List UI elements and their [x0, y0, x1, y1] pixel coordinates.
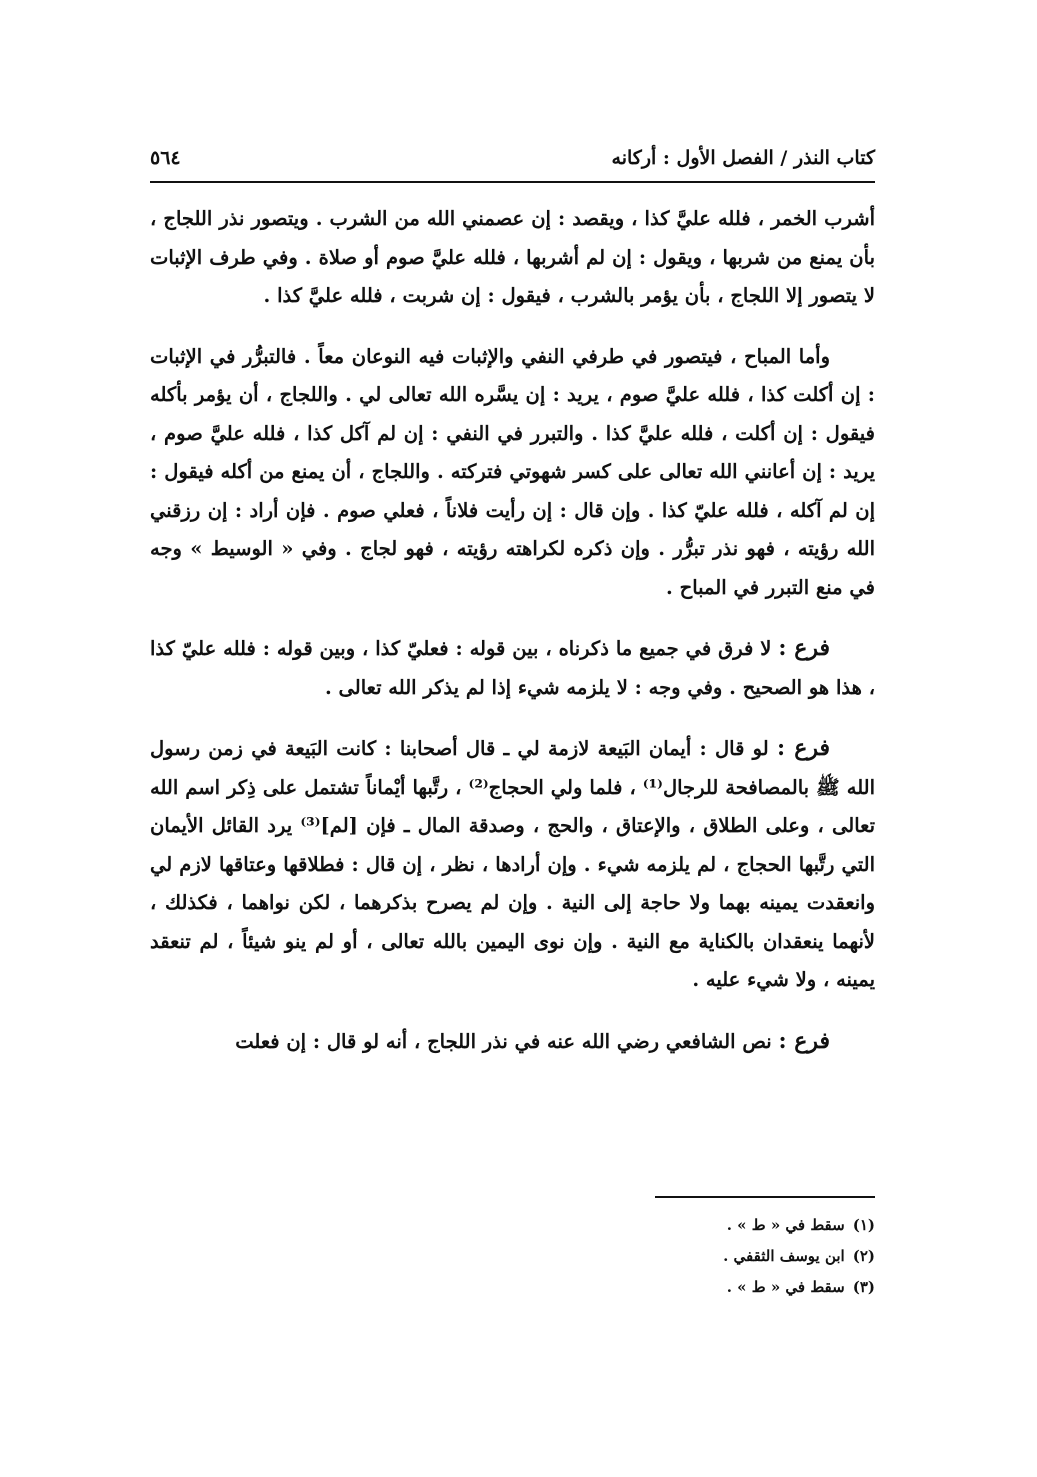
- branch-paragraph: [150, 629, 875, 707]
- paragraph-text: لا فرق في جميع ما ذكرناه ، بين قوله : فعليّ كذا ، وبين قوله : فلله عليّ كذا ، هذا هو الصحيح . وفي وجه : لا يلزمه شيء إذا لم يذكر الله تعالى .: [150, 637, 875, 699]
- paragraph-text: وأما المباح ، فيتصور في طرفي النفي والإثبات فيه النوعان معاً . فالتبرُّر في الإثبات : إن أكلت كذا ، فلله عليَّ صوم ، يريد : إن يسَّره الله تعالى لي . واللجاج ، أن يؤمر بأكله فيقول : إن أكلت ، فلله عليَّ كذا . والتبرر في النفي : إن لم آكل كذا ، فلله عليَّ صوم ، يريد : إن أعانني الله تعالى على كسر شهوتي فتركته . واللجاج ، أن يمنع من أكله فيقول : إن لم آكله ، فلله عليّ كذا . وإن قال : إن رأيت فلاناً ، فعلي صوم . فإن أراد : إن رزقني الله رؤيته ، فهو نذر تبرُّر . وإن ذكره لكراهته رؤيته ، فهو لجاج . وفي « الوسيط » وجه في منع التبرر في المباح .: [150, 344, 875, 599]
- branch-label: فرع :: [776, 735, 831, 761]
- footnote-number: (٢): [852, 1247, 875, 1265]
- header-title: كتاب النذر / الفصل الأول : أركانه: [611, 147, 875, 169]
- footnote: [150, 1210, 875, 1241]
- footnote-text: ابن يوسف الثقفي .: [723, 1247, 845, 1265]
- paragraph-text: لو قال : أيمان البَيعة لازمة لي ـ قال أصحابنا : كانت البَيعة في زمن رسول الله ﷺ بالمصافحة للرجال⁽¹⁾ ، فلما ولي الحجاج⁽²⁾ ، رتَّبها أيْماناً تشتمل على ذِكر اسم الله تعالى ، وعلى الطلاق ، والإعتاق ، والحج ، وصدقة المال ـ فإن [لم]⁽³⁾ يرد القائل الأيمان التي رتَّبها الحجاج ، لم يلزمه شيء . وإن أرادها ، نظر ، إن قال : فطلاقها وعتاقها لازم لي وانعقدت يمينه بهما ولا حاجة إلى النية . وإن لم يصرح بذكرهما ، لكن نواهما ، فكذلك ، لأنهما ينعقدان بالكناية مع النية . وإن نوى اليمين بالله تعالى ، أو لم ينو شيئاً ، لم تنعقد يمينه ، ولا شيء عليه .: [150, 737, 876, 991]
- body-text: [150, 200, 875, 1083]
- footnote-text: سقط في « ط » .: [726, 1216, 845, 1234]
- running-header: [150, 138, 875, 178]
- branch-paragraph: [150, 729, 875, 1000]
- footnotes: [150, 1210, 875, 1303]
- branch-label: فرع :: [778, 1027, 830, 1054]
- header-rule: [150, 181, 875, 183]
- footnote-text: سقط في « ط » .: [726, 1278, 845, 1296]
- footnote-number: (١): [852, 1216, 875, 1234]
- footnote: [150, 1241, 875, 1272]
- footnote-rule: [655, 1196, 875, 1198]
- paragraph: [150, 338, 875, 608]
- book-page: [150, 0, 875, 1477]
- paragraph: [150, 200, 875, 316]
- paragraph-text: أشرب الخمر ، فلله عليَّ كذا ، ويقصد : إن عصمني الله من الشرب . ويتصور نذر اللجاج ، بأن يمنع من شربها ، ويقول : إن لم أشربها ، فلله عليَّ صوم أو صلاة . وفي طرف الإثبات لا يتصور إلا اللجاج ، بأن يؤمر بالشرب ، فيقول : إن شربت ، فلله عليَّ كذا .: [150, 207, 875, 307]
- branch-label: فرع :: [778, 635, 831, 661]
- branch-paragraph: [150, 1022, 875, 1062]
- paragraph-text: نص الشافعي رضي الله عنه في نذر اللجاج ، أنه لو قال : إن فعلت: [235, 1029, 772, 1053]
- footnote: [150, 1272, 875, 1303]
- page-number: ٥٦٤: [150, 147, 181, 169]
- footnote-number: (٣): [852, 1278, 875, 1296]
